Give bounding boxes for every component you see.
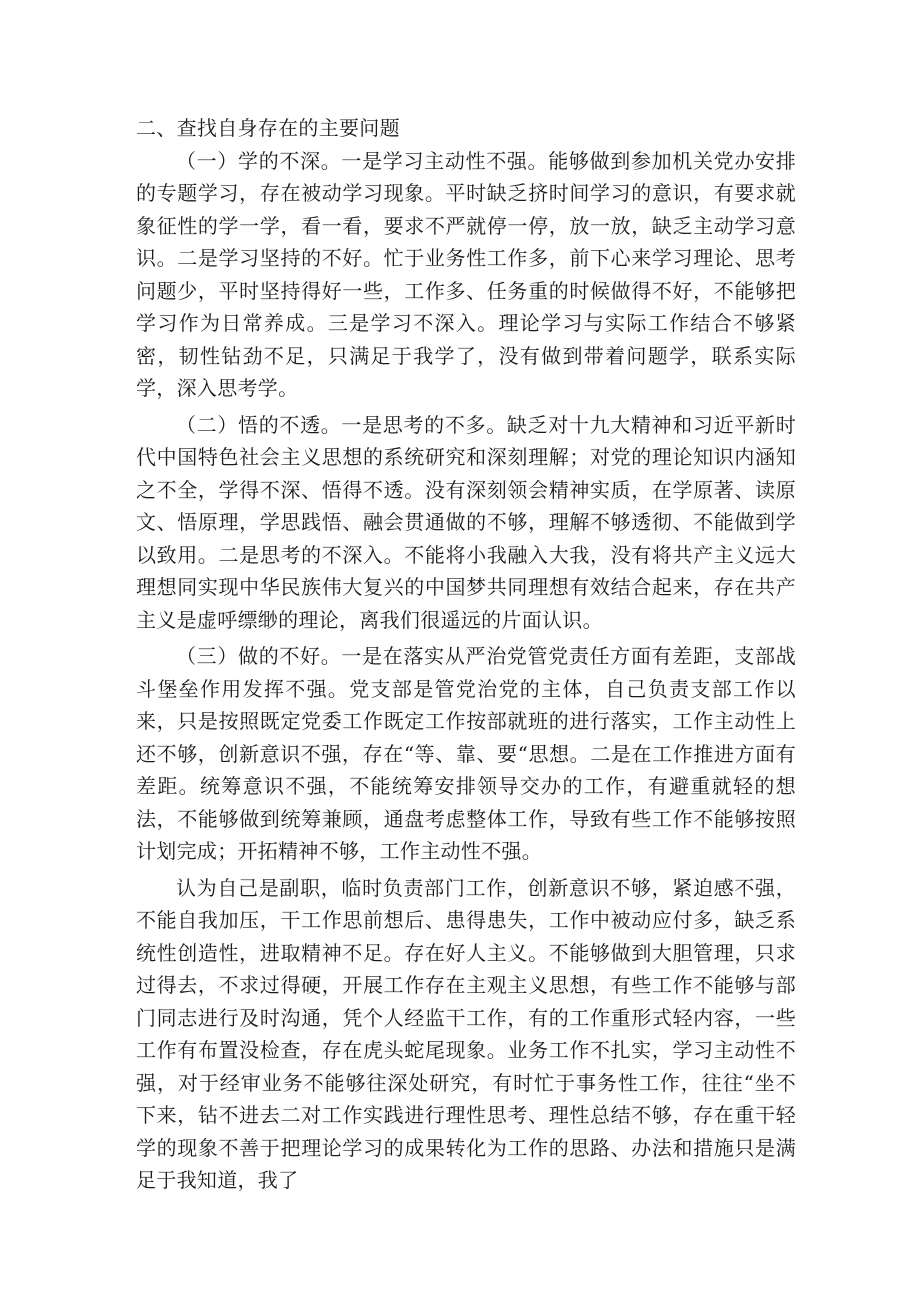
section-heading: 二、查找自身存在的主要问题 (136, 116, 400, 140)
paragraph-understanding: （二）悟的不透。一是思考的不多。缺乏对十九大精神和习近平新时代中国特色社会主义思想的系统研究和深刻理解；对党的理论知识内涵知之不全，学得不深、悟得不透。没有深刻领会精神实质，在学原著、读原文、悟原理，学思践悟、融会贯通做的不够，理解不够透彻、不能做到学以致用。二是思考的不深入。不能将小我融入大我，没有将共产主义远大理想同实现中华民族伟大复兴的中国梦共同理想有效结合起来，存在共产主义是虚呼缥缈的理论，离我们很遥远的片面认识。 (136, 412, 796, 632)
paragraph-self-assessment: 认为自己是副职，临时负责部门工作，创新意识不够，紧迫感不强，不能自我加压，干工作思前想后、患得患失，工作中被动应付多，缺乏系统性创造性，进取精神不足。存在好人主义。不能够做到大胆管理，只求过得去，不求过得硬，开展工作存在主观主义思想，有些工作不能够与部门同志进行及时沟通，凭个人经监干工作，有的工作重形式轻内容，一些工作有布置没检查，存在虎头蛇尾现象。业务工作不扎实，学习主动性不强，对于经审业务不能够往深处研究，有时忙于事务性工作，往往“坐不下来，钻不进去二对工作实践进行理性思考、理性总结不够，存在重干轻学的现象不善于把理论学习的成果转化为工作的思路、办法和措施只是满足于我知道，我了 (136, 875, 796, 1192)
paragraph-practice: （三）做的不好。一是在落实从严治党管党责任方面有差距，支部战斗堡垒作用发挥不强。党支部是管党治党的主体，自己负责支部工作以来，只是按照既定党委工作既定工作按部就班的进行落实，工作主动性上还不够，创新意识不强，存在“等、靠、要“思想。二是在工作推进方面有差距。统筹意识不强，不能统筹安排领导交办的工作，有避重就轻的想法，不能够做到统筹兼顾，通盘考虑整体工作，导致有些工作不能够按照计划完成；开拓精神不够，工作主动性不强。 (136, 644, 796, 863)
paragraph-study: （一）学的不深。一是学习主动性不强。能够做到参加机关党办安排的专题学习，存在被动学习现象。平时缺乏挤时间学习的意识，有要求就象征性的学一学，看一看，要求不严就停一停，放一放，缺乏主动学习意识。二是学习坚持的不好。忙于业务性工作多，前下心来学习理论、思考问题少，平时坚持得好一些，工作多、任务重的时候做得不好，不能够把学习作为日常养成。三是学习不深入。理论学习与实际工作结合不够紧密，韧性钻劲不足，只满足于我学了，没有做到带着问题学，联系实际学，深入思考学。 (136, 148, 796, 400)
document-body (136, 112, 796, 1197)
